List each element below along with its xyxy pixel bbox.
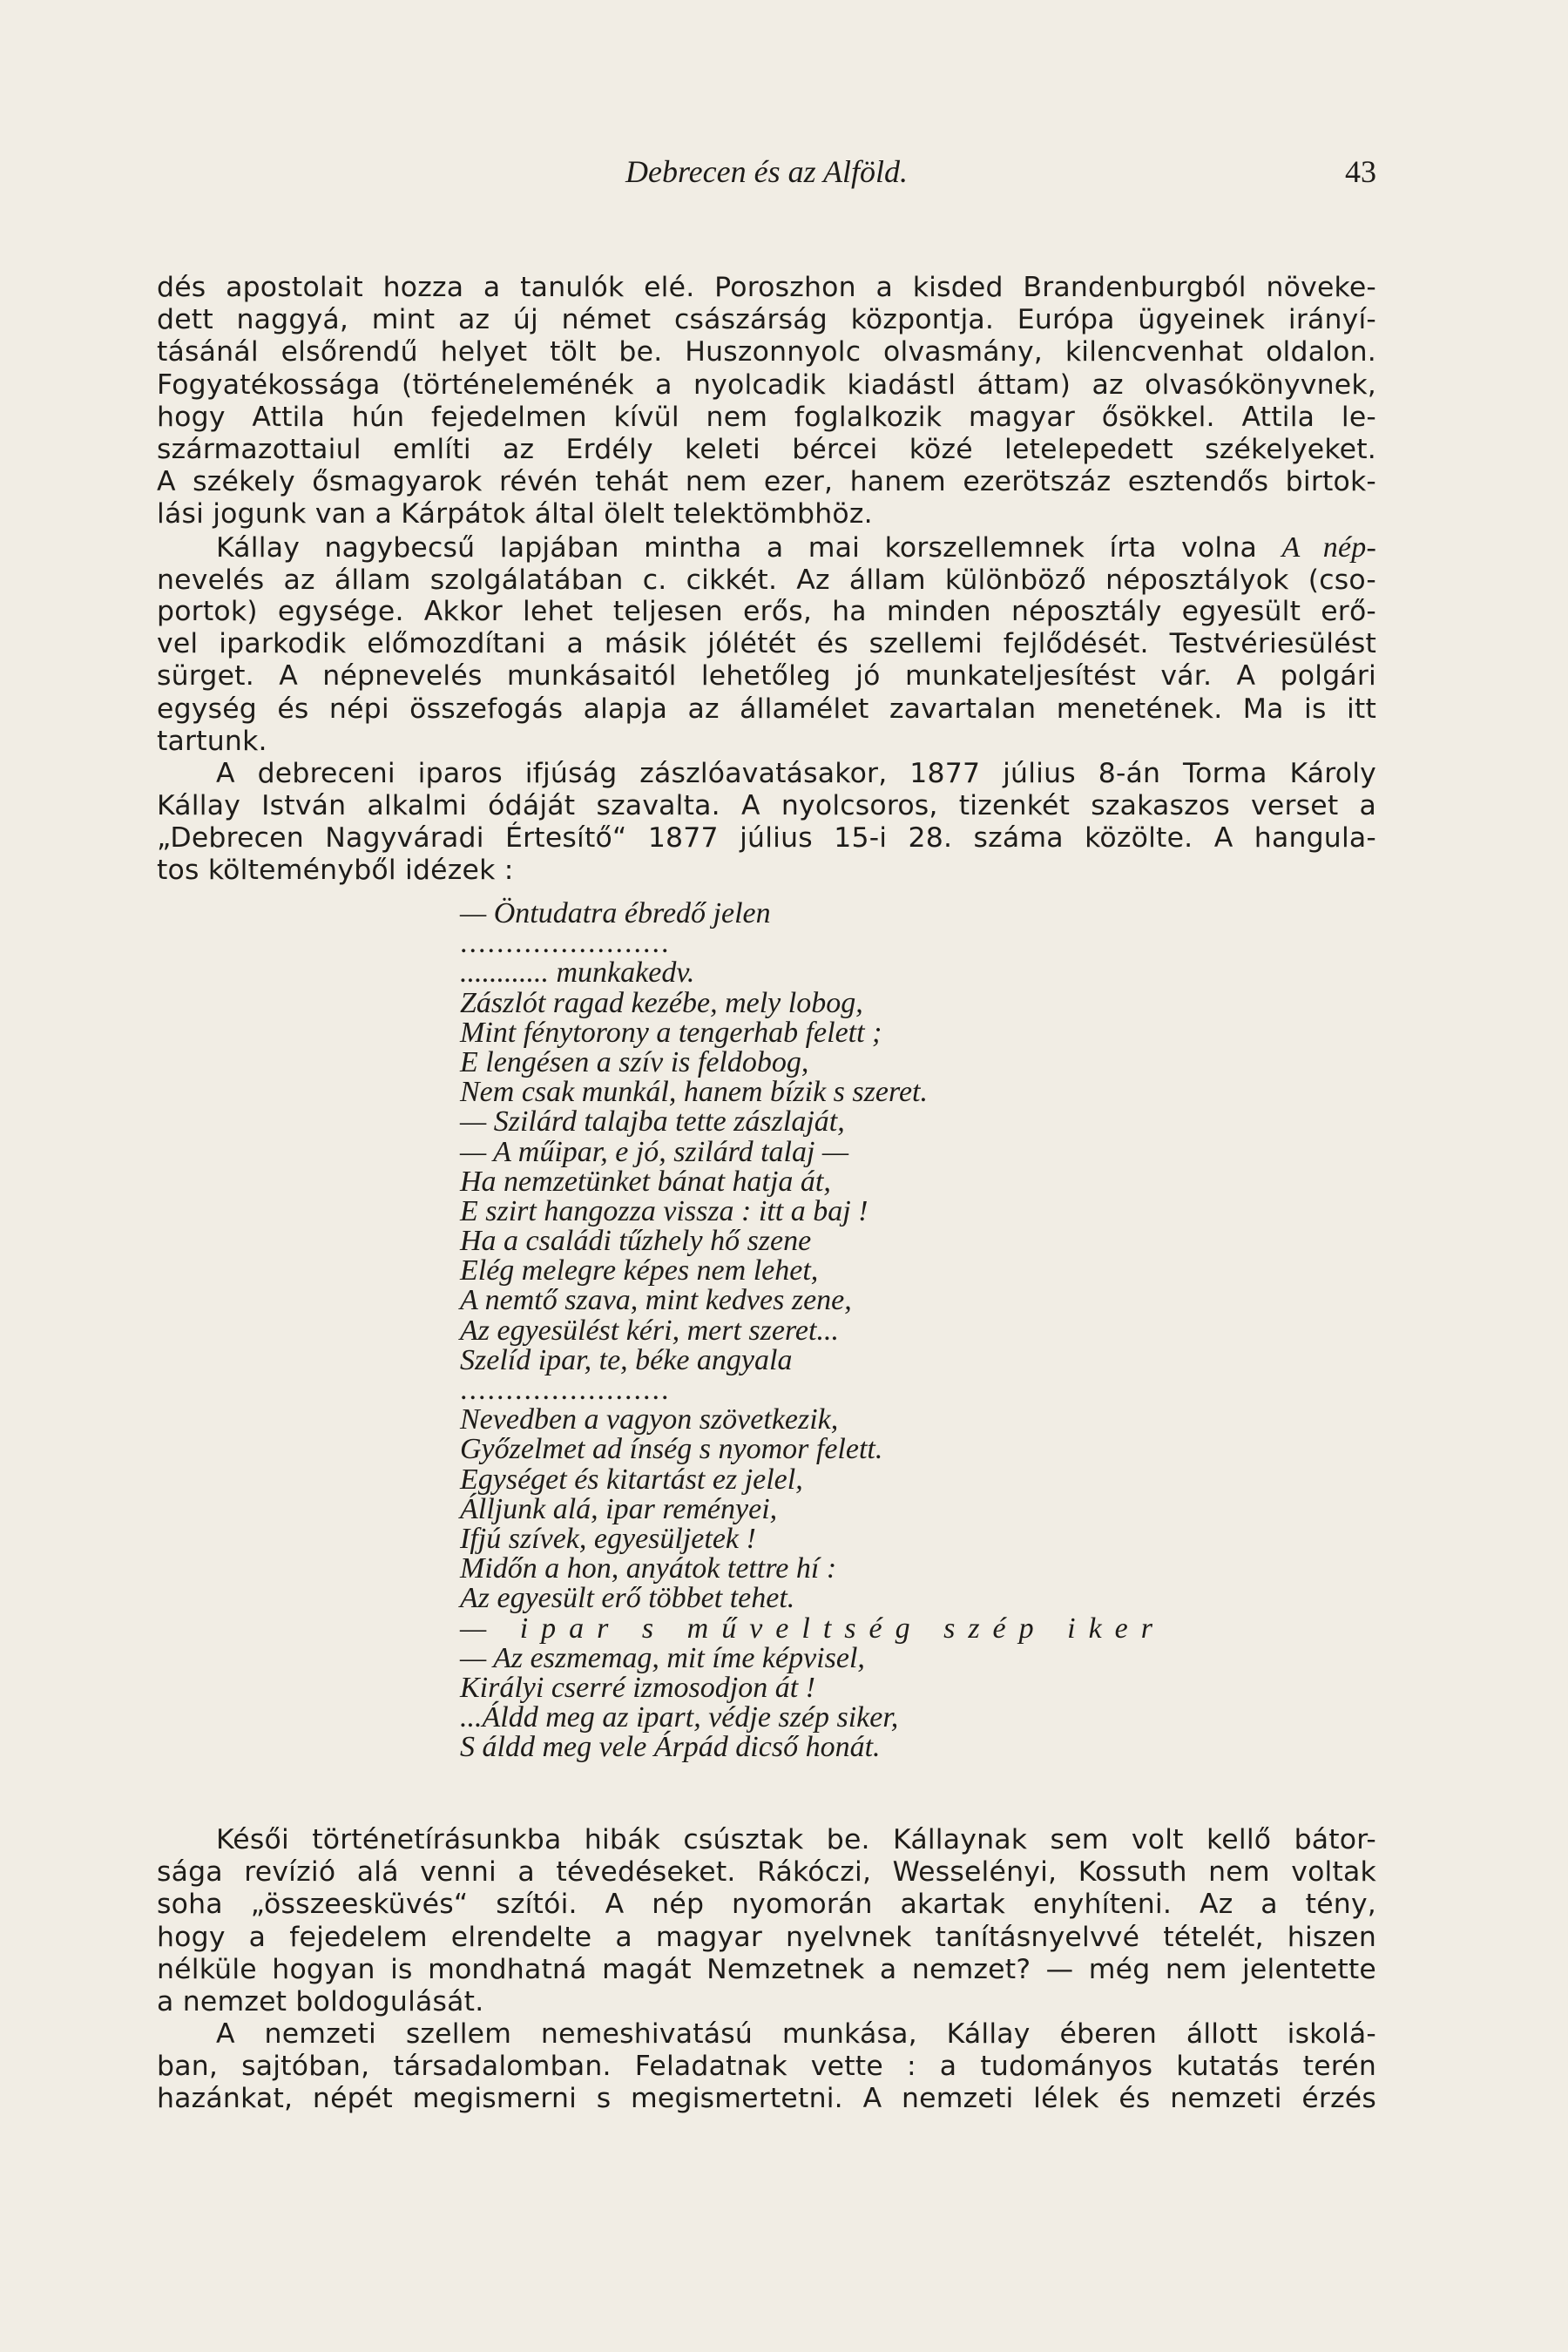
paragraph-zaszloavatas (157, 758, 1376, 888)
text-line: A székely ősmagyarok révén tehát nem ezer, hanem ezerötszáz esztendős birtok- (157, 466, 1376, 498)
poem-line: — A műipar, e jó, szilárd talaj — (460, 1135, 849, 1168)
poem-line: Győzelmet ad ínség s nyomor felett. (460, 1433, 883, 1466)
poem-line: Elég melegre képes nem lehet, (460, 1254, 819, 1288)
text-line: A nemzeti szellem nemeshivatású munkása, Kállay éberen állott iskolá- (216, 2018, 1376, 2050)
poem-line: Ifjú szívek, egyesüljetek ! (460, 1522, 756, 1555)
poem-line: ............ munkakedv. (460, 956, 695, 990)
poem-line: Az egyesülést kéri, mert szeret... (460, 1314, 839, 1347)
poem-line: E szirt hangozza vissza : itt a baj ! (460, 1194, 868, 1227)
poem-line: Álljunk alá, ipar reményei, (460, 1492, 778, 1525)
poem-line: — Öntudatra ébredő jelen (460, 897, 771, 929)
text-line: sürget. A népnevelés munkásaitól lehetőleg jó munkateljesítést vár. A polgári (157, 660, 1376, 693)
poem-line: ...Áldd meg az ipart, védje szép siker, (460, 1701, 899, 1734)
poem-line: Királyi cserré izmosodjon át ! (460, 1671, 815, 1704)
text-line: tos költeményből idézek : (157, 855, 514, 887)
poem-line: Szelíd ipar, te, béke angyala (460, 1343, 793, 1376)
text-line: a nemzet boldogulását. (157, 1985, 484, 2017)
running-title: Debrecen és az Alföld. (625, 154, 908, 189)
text-line: „Debrecen Nagyváradi Értesítő“ 1877 július 15-i 28. száma közölte. A hangula- (157, 822, 1376, 855)
text-line: lási jogunk van a Kárpátok által ölelt telektömbhöz. (157, 498, 873, 531)
text-line-regular: Kállay nagybecsű lapjában mintha a mai korszellemnek írta volna (216, 531, 1258, 564)
text-line: hazánkat, népét megismerni s megismertetni. A nemzeti lélek és nemzeti érzés (157, 2083, 1376, 2115)
text-line: soha „összeesküvés“ szítói. A nép nyomorán akartak enyhíteni. Az a tény, (157, 1889, 1376, 1921)
paragraph-kallay-article (157, 531, 1376, 758)
poem-line: Egységet és kitartást ez jelel, (460, 1463, 803, 1496)
italic-title-start: A nép- (1281, 531, 1376, 564)
text-line (157, 564, 1376, 596)
text-line: nélküle hogyan is mondhatná magát Nemzetnek a nemzet? — még nem jelentette (157, 1953, 1376, 1985)
text-line: ban, sajtóban, társadalomban. Feladatnak vette : a tudományos kutatás terén (157, 2051, 1376, 2083)
text-line: dett naggyá, mint az új német császárság központja. Európa ügyeinek irányí- (157, 304, 1376, 336)
poem-line: Az egyesült erő többet tehet. (460, 1582, 795, 1615)
poem-line: — Az eszmemag, mit íme képvisel, (460, 1641, 865, 1674)
poem-line: ....................... (460, 1374, 671, 1406)
poem-line: — Szilárd talajba tette zászlaját, (460, 1105, 845, 1139)
text-line: sága revízió alá venni a tévedéseket. Rákóczi, Wesselényi, Kossuth nem voltak (157, 1856, 1376, 1889)
text-line: származottaiul említi az Erdély keleti bércei közé letelepedett székelyeket. (157, 433, 1376, 465)
poem-quote (460, 899, 1244, 1762)
text-line: hogy a fejedelem elrendelte a magyar nyelvnek tanításnyelvvé tételét, hiszen (157, 1921, 1376, 1953)
poem-line: S áldd meg vele Árpád dicső honát. (460, 1731, 881, 1764)
poem-line: E lengésen a szív is feldobog, (460, 1045, 809, 1078)
text-line-inner: nevelés az állam szolgálatában c. cikkét. Az állam különböző néposztályok (cso- (157, 564, 1376, 596)
text-line: Kállay István alkalmi ódáját szavalta. A nyolcsoros, tizenkét szakaszos verset a (157, 790, 1376, 822)
poem-line: Ha nemzetünket bánat hatja át, (460, 1165, 831, 1198)
running-header (157, 153, 1376, 197)
italic-title-rest (157, 564, 1376, 596)
poem-line: Zászlót ragad kezébe, mely lobog, (460, 986, 863, 1019)
text-line: tásánál elsőrendű helyet tölt be. Huszonnyolc olvasmány, kilencvenhat oldalon. (157, 336, 1376, 368)
poem-line: — ipar s műveltség szép iker (460, 1612, 1166, 1645)
text-line: tartunk. (157, 725, 267, 757)
text-line: portok) egysége. Akkor lehet teljesen erős, ha minden néposztály egyesült erő- (157, 595, 1376, 627)
page-number: 43 (1345, 154, 1376, 189)
poem-line: Nem csak munkál, hanem bízik s szeret. (460, 1076, 928, 1109)
poem-line: Nevedben a vagyon szövetkezik, (460, 1403, 839, 1436)
text-line: vel iparkodik előmozdítani a másik jólétét és szellemi fejlődését. Testvériesülést (157, 628, 1376, 660)
poem-line: ....................... (460, 927, 671, 960)
text-line: Fogyatékossága (történeleménék a nyolcadik kiadástl áttam) az olvasókönyvnek, (157, 368, 1376, 401)
text-line (157, 531, 1376, 564)
text-line: dés apostolait hozza a tanulók elé. Poroszhon a kisded Brandenburgból növeke- (157, 272, 1376, 303)
text-line: hogy Attila hún fejedelmen kívül nem foglalkozik magyar ősökkel. Attila le- (157, 401, 1376, 433)
paragraph-brandenburg (157, 272, 1376, 531)
text-line: A debreceni iparos ifjúság zászlóavatásakor, 1877 július 8-án Torma Károly (216, 757, 1376, 789)
poem-line: Ha a családi tűzhely hő szene (460, 1225, 812, 1258)
poem-line: Midőn a hon, anyátok tettre hí : (460, 1552, 837, 1585)
text-line: Késői történetírásunkba hibák csúsztak be. Kállaynak sem volt kellő bátor- (216, 1824, 1376, 1855)
paragraph-nemzeti-szellem (157, 2018, 1376, 2116)
poem-line: A nemtő szava, mint kedves zene, (460, 1284, 852, 1317)
paragraph-tortenetiras (157, 1824, 1376, 2018)
poem-line: Mint fénytorony a tengerhab felett ; (460, 1016, 882, 1049)
text-line: egység és népi összefogás alapja az államélet zavartalan menetének. Ma is itt (157, 693, 1376, 725)
